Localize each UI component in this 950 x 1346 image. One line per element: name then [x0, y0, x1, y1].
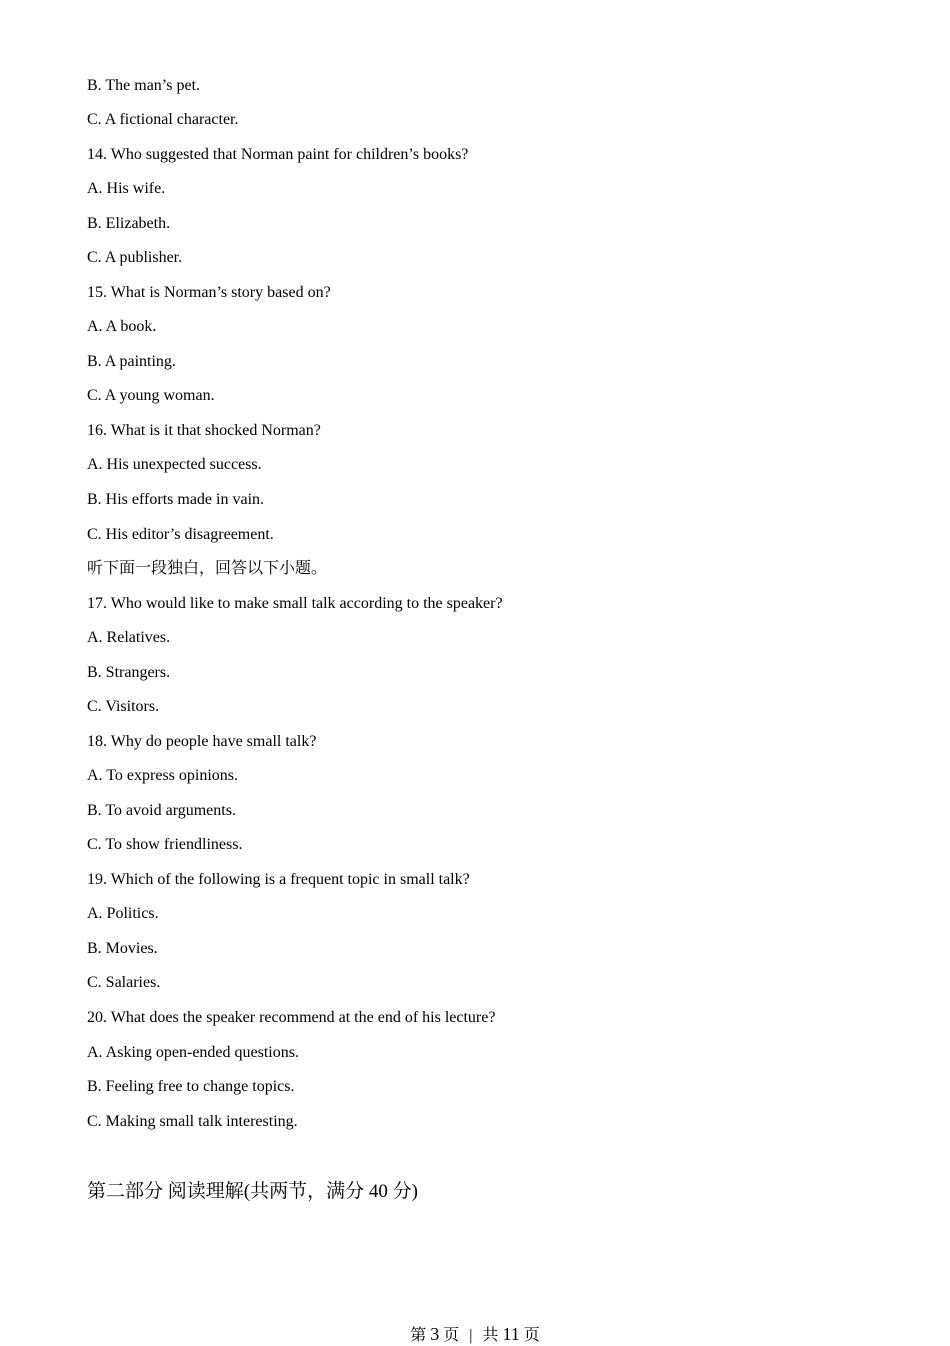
question-20: 20. What does the speaker recommend at the end of his lecture?: [87, 1009, 496, 1026]
total-suffix: 页: [523, 1327, 540, 1344]
section-title: 第二部分 阅读理解(共两节，满分 40 分): [87, 1181, 418, 1202]
question-17: 17. Who would like to make small talk according to the speaker?: [87, 595, 503, 612]
option-b-q20: B. Feeling free to change topics.: [87, 1078, 295, 1095]
page-footer: [0, 1324, 950, 1346]
question-16: 16. What is it that shocked Norman?: [87, 422, 321, 439]
option-b-q16: B. His efforts made in vain.: [87, 491, 265, 508]
option-c-q15: C. A young woman.: [87, 387, 215, 404]
option-a-q19: A. Politics.: [87, 905, 159, 922]
question-14: 14. Who suggested that Norman paint for children’s books?: [87, 146, 469, 163]
question-15: 15. What is Norman’s story based on?: [87, 284, 331, 301]
option-c-q20: C. Making small talk interesting.: [87, 1113, 298, 1130]
option-a-q17: A. Relatives.: [87, 629, 171, 646]
option-c-q19: C. Salaries.: [87, 974, 161, 991]
total-prefix: 共: [482, 1327, 499, 1344]
page-suffix: 页: [443, 1327, 460, 1344]
option-a-q15: A. A book.: [87, 318, 157, 335]
listening-instruction: 听下面一段独白，回答以下小题。: [87, 560, 328, 577]
total-pages: 11: [502, 1324, 520, 1344]
option-a-q20: A. Asking open-ended questions.: [87, 1044, 299, 1061]
option-a-q14: A. His wife.: [87, 180, 166, 197]
page-prefix: 第: [410, 1327, 427, 1344]
option-a-q18: A. To express opinions.: [87, 767, 239, 784]
option-b-q18: B. To avoid arguments.: [87, 802, 236, 819]
option-c-q18: C. To show friendliness.: [87, 836, 243, 853]
option-c-q17: C. Visitors.: [87, 698, 160, 715]
option-b-q13: B. The man’s pet.: [87, 77, 201, 94]
question-18: 18. Why do people have small talk?: [87, 733, 317, 750]
option-b-q17: B. Strangers.: [87, 664, 171, 681]
option-b-q14: B. Elizabeth.: [87, 215, 171, 232]
option-a-q16: A. His unexpected success.: [87, 456, 262, 473]
question-19: 19. Which of the following is a frequent topic in small talk?: [87, 871, 470, 888]
option-c-q14: C. A publisher.: [87, 249, 183, 266]
option-c-q16: C. His editor’s disagreement.: [87, 526, 274, 543]
page-number: 3: [430, 1324, 440, 1344]
option-c-q13: C. A fictional character.: [87, 111, 239, 128]
footer-separator: |: [469, 1327, 473, 1344]
option-b-q19: B. Movies.: [87, 940, 158, 957]
option-b-q15: B. A painting.: [87, 353, 176, 370]
